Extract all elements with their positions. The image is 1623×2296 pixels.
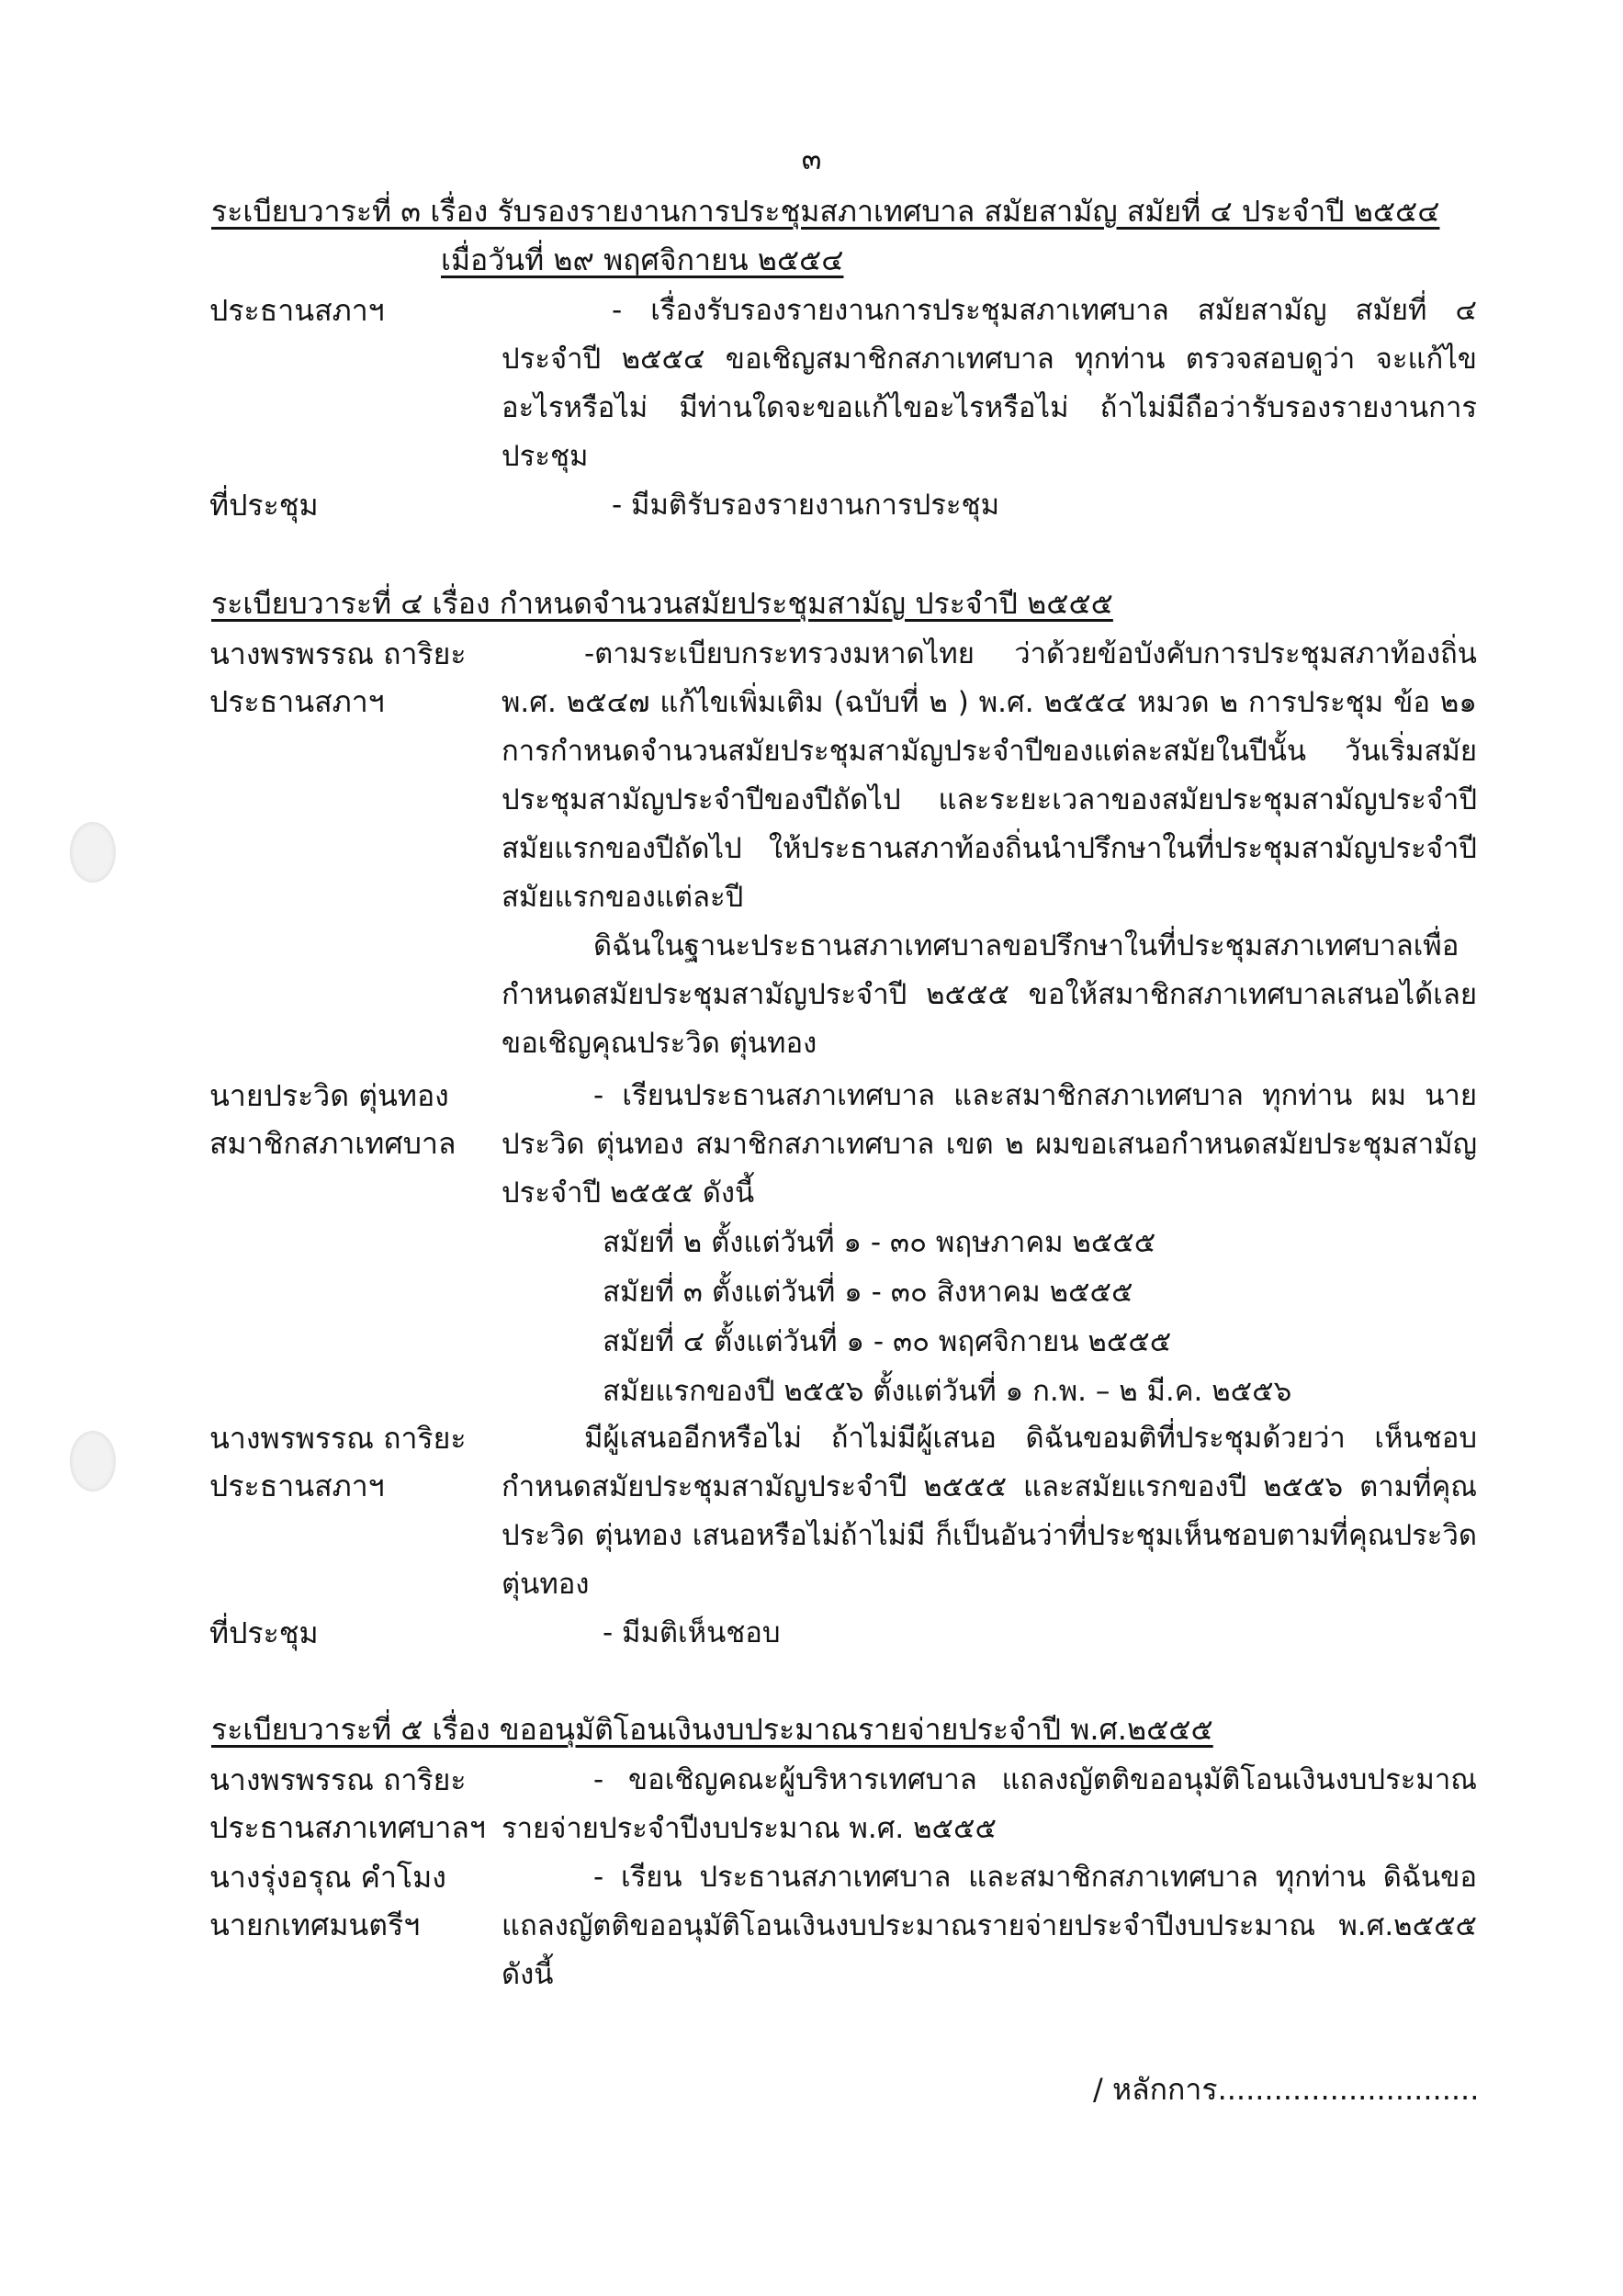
agenda-5-heading: ระเบียบวาระที่ ๕ เรื่อง ขออนุมัติโอนเงินงบประมาณรายจ่ายประจำปี พ.ศ.๒๕๕๕ [211, 1712, 1213, 1747]
continuation-note: / หลักการ............................ [1093, 2072, 1480, 2107]
term-item: สมัยที่ ๓ ตั้งแต่วันที่ ๑ - ๓๐ สิงหาคม ๒๕๕๕ [603, 1276, 1133, 1309]
speaker-title: นายกเทศมนตรีฯ [209, 1908, 421, 1942]
speaker-name: นางพรพรรณ ถาริยะ [209, 1421, 467, 1456]
agenda-3-heading: ระเบียบวาระที่ ๓ เรื่อง รับรองรายงานการประชุมสภาเทศบาล สมัยสามัญ สมัยที่ ๔ ประจำปี ๒๕๕๔ [211, 194, 1440, 229]
speech-text: มีผู้เสนออีกหรือไม่ ถ้าไม่มีผู้เสนอ ดิฉันขอมติที่ประชุมด้วยว่า เห็นชอบกำหนดสมัยประชุมสามัญประจำปี ๒๕๕๕ และสมัยแรกของปี ๒๕๕๖ ตามที่คุณประวิด ตุ่นทอง เสนอหรือไม่ถ้าไม่มี ก็เป็นอันว่าที่ประชุมเห็นชอบตามที่คุณประวิด ตุ่นทอง [502, 1422, 1477, 1601]
term-item: สมัยแรกของปี ๒๕๕๖ ตั้งแต่วันที่ ๑ ก.พ. – ๒ มี.ค. ๒๕๕๖ [603, 1375, 1292, 1408]
agenda-3-heading-date: เมื่อวันที่ ๒๙ พฤศจิกายน ๒๕๕๔ [441, 242, 844, 277]
speech-text: ดิฉันในฐานะประธานสภาเทศบาลขอปรึกษาในที่ประชุมสภาเทศบาลเพื่อกำหนดสมัยประชุมสามัญประจำปี ๒๕๕๕ ขอให้สมาชิกสภาเทศบาลเสนอได้เลย ขอเชิญคุณประวิด ตุ่นทอง [502, 929, 1477, 1060]
speaker-title: ประธานสภาเทศบาลฯ [209, 1810, 486, 1845]
speaker-name: ประธานสภาฯ [209, 293, 385, 328]
resolution-text: - มีมติรับรองรายงานการประชุม [612, 489, 1000, 522]
speaker-name: นางรุ่งอรุณ คำโมง [209, 1860, 446, 1895]
speech-text: - เรื่องรับรองรายงานการประชุมสภาเทศบาล สมัยสามัญ สมัยที่ ๔ ประจำปี ๒๕๕๔ ขอเชิญสมาชิกสภาเทศบาล ทุกท่าน ตรวจสอบดูว่า จะแก้ไขอะไรหรือไม่ มีท่านใดจะขอแก้ไขอะไรหรือไม่ ถ้าไม่มีถือว่ารับรองรายงานการประชุม [502, 294, 1477, 473]
resolution-text: - มีมติเห็นชอบ [603, 1616, 781, 1649]
speaker-title: ประธานสภาฯ [209, 1469, 385, 1503]
punch-hole [70, 822, 116, 883]
term-item: สมัยที่ ๔ ตั้งแต่วันที่ ๑ - ๓๐ พฤศจิกายน ๒๕๕๕ [603, 1325, 1172, 1358]
speech-text: -ตามระเบียบกระทรวงมหาดไทย ว่าด้วยข้อบังคับการประชุมสภาท้องถิ่น พ.ศ. ๒๕๔๗ แก้ไขเพิ่มเติม (ฉบับที่ ๒ ) พ.ศ. ๒๕๕๔ หมวด ๒ การประชุม ข้อ ๒๑ การกำหนดจำนวนสมัยประชุมสามัญประจำปีของแต่ละสมัยในปีนั้น วันเริ่มสมัยประชุมสามัญประจำปีของปีถัดไป และระยะเวลาของสมัยประชุมสามัญประจำปีสมัยแรกของปีถัดไป ให้ประธานสภาท้องถิ่นนำปรึกษาในที่ประชุมสามัญประจำปีสมัยแรกของแต่ละปี [502, 637, 1477, 914]
speaker-name: ที่ประชุม [209, 488, 319, 523]
speech-text: - เรียน ประธานสภาเทศบาล และสมาชิกสภาเทศบาล ทุกท่าน ดิฉันขอแถลงญัตติขออนุมัติโอนเงินงบประมาณรายจ่ายประจำปีงบประมาณ พ.ศ.๒๕๕๕ ดังนี้ [502, 1861, 1477, 1991]
agenda-4-heading: ระเบียบวาระที่ ๔ เรื่อง กำหนดจำนวนสมัยประชุมสามัญ ประจำปี ๒๕๕๕ [211, 586, 1113, 621]
speaker-title: สมาชิกสภาเทศบาล [209, 1126, 456, 1161]
punch-hole [70, 1431, 116, 1491]
speech-text: - ขอเชิญคณะผู้บริหารเทศบาล แถลงญัตติขออนุมัติโอนเงินงบประมาณรายจ่ายประจำปีงบประมาณ พ.ศ. ๒๕๕๕ [502, 1763, 1477, 1845]
speaker-name: ที่ประชุม [209, 1615, 319, 1650]
speaker-name: นางพรพรรณ ถาริยะ [209, 1762, 467, 1797]
term-item: สมัยที่ ๒ ตั้งแต่วันที่ ๑ - ๓๐ พฤษภาคม ๒๕๕๕ [603, 1226, 1156, 1259]
speech-text: - เรียนประธานสภาเทศบาล และสมาชิกสภาเทศบาล ทุกท่าน ผม นายประวิด ตุ่นทอง สมาชิกสภาเทศบาล เขต ๒ ผมขอเสนอกำหนดสมัยประชุมสามัญ ประจำปี ๒๕๕๕ ดังนี้ [502, 1079, 1477, 1210]
speaker-name: นางพรพรรณ ถาริยะ [209, 636, 467, 671]
page-number: ๓ [801, 141, 822, 176]
speaker-name: นายประวิด ตุ่นทอง [209, 1078, 449, 1113]
speaker-title: ประธานสภาฯ [209, 684, 385, 719]
